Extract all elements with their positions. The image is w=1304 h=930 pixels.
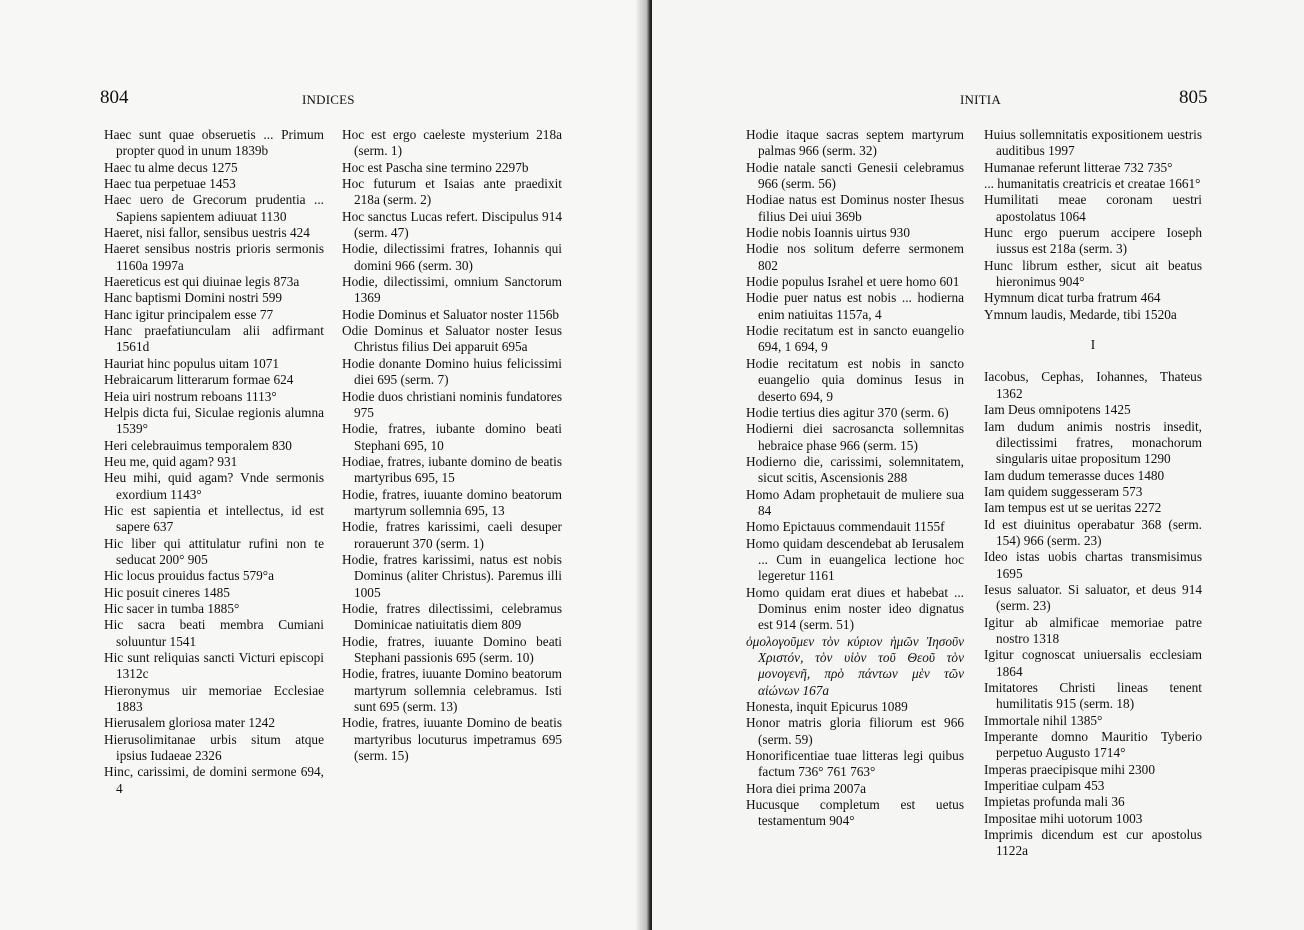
index-entry: Hoc sanctus Lucas refert. Discipulus 914 (serm. 47) [342,208,562,241]
index-entry: Helpis dicta fui, Siculae regionis alumna 1539° [104,404,324,437]
index-entry: Imperante domno Mauritio Tyberio perpetuo Augusto 1714° [984,729,1202,761]
index-entry: Immortale nihil 1385° [984,712,1103,728]
index-column-3 [746,127,964,830]
index-entry: Iam tempus est ut se ueritas 2272 [984,500,1162,516]
index-entry: Hodie nos solitum deferre sermonem 802 [746,241,964,273]
index-entry: Hinc, carissimi, de domini sermone 694, 4 [104,764,324,796]
index-entry: Humanae referunt litterae 732 735° [984,159,1173,175]
index-entry: Igitur cognoscat uniuersalis ecclesiam 1864 [984,647,1202,679]
running-head: INDICES [302,92,355,107]
index-entry: Hebraicarum litterarum formae 624 [104,372,294,388]
index-entry: Ymnum laudis, Medarde, tibi 1520a [984,306,1177,322]
index-entry: Hierusolimitanae urbis situm atque ipsius Iudaeae 2326 [104,731,324,764]
index-entry: ... humanitatis creatricis et creatae 1661° [984,176,1201,192]
index-entry: Iam dudum temerasse duces 1480 [984,467,1165,483]
index-entry: Iesus saluator. Si saluator, et deus 914 (serm. 23) [984,581,1202,614]
index-entry: Hic sacra beati membra Cumiani soluuntur 1541 [104,617,324,649]
index-entry: Odie Dominus et Saluator noster Iesus Christus filius Dei apparuit 695a [342,323,562,355]
index-entry: Igitur ab almificae memoriae patre nostro 1318 [984,614,1202,646]
index-entry: Homo Epictauus commendauit 1155f [746,519,945,535]
index-entry: Hunc librum esther, sicut ait beatus hieronimus 904° [984,257,1202,290]
index-entry: Hodie, dilectissimi fratres, Iohannis qui domini 966 (serm. 30) [342,241,562,273]
index-entry: Hanc igitur principalem esse 77 [104,306,274,322]
index-entry: Hieronymus uir memoriae Ecclesiae 1883 [104,682,324,715]
index-entry: Hierusalem gloriosa mater 1242 [104,715,275,731]
index-entry: Humilitati meae coronam uestri apostolatus 1064 [984,192,1202,224]
index-entry: Hodie recitatum est in sancto euangelio 694, 1 694, 9 [746,323,964,355]
index-entry: Hodie, fratres dilectissimi, celebramus Dominicae natiuitatis diem 809 [342,600,562,633]
index-column-1 [104,127,324,797]
index-entry: Hodie, fratres, iuuante Domino beati Stephani passionis 695 (serm. 10) [342,633,562,665]
index-entry: Haereticus est qui diuinae legis 873a [104,274,300,290]
section-letter: I [1090,337,1096,353]
index-entry: Hic liber qui attitulatur rufini non te seducat 200° 905 [104,535,324,567]
index-entry: Imperas praecipisque mihi 2300 [984,761,1155,777]
index-entry: Hora diei prima 2007a [746,780,867,796]
index-entry: Hodiae natus est Dominus noster Ihesus filius Dei uiui 369b [746,192,964,224]
index-entry: Hodie, dilectissimi, omnium Sanctorum 1369 [342,274,562,306]
index-entry: Hodierni diei sacrosancta sollemnitas hebraice phase 966 (serm. 15) [746,421,964,453]
index-entry: Hic sunt reliquias sancti Victuri episcopi 1312c [104,650,324,682]
index-entry: Hodie puer natus est nobis ... hodierna enim natiuitas 1157a, 4 [746,290,964,322]
index-entry: Id est diuinitus operabatur 368 (serm. 154) 966 (serm. 23) [984,516,1202,548]
index-entry: Hodie Dominus et Saluator noster 1156b [342,306,560,322]
index-entry: Hodie, fratres, iuuante Domino beatorum martyrum sollemnia celebramus. Isti sunt 695 (serm. 13) [342,666,562,715]
index-entry: Hoc futurum et Isaias ante praedixit 218a (serm. 2) [342,176,562,208]
index-entry: Haeret sensibus nostris prioris sermonis 1160a 1997a [104,241,324,273]
index-entry: Heu mihi, quid agam? Vnde sermonis exordium 1143° [104,470,324,502]
index-entry: Homo Adam prophetauit de muliere sua 84 [746,486,964,518]
index-entry: Imperitiae culpam 453 [984,778,1105,794]
index-entry: Hodie donante Domino huius felicissimi diei 695 (serm. 7) [342,355,562,388]
index-entry: Hic est sapientia et intellectus, id est sapere 637 [104,502,324,535]
index-entry: Hodie recitatum est nobis in sancto euangelio quia dominus Iesus in deserto 694, 9 [746,355,964,404]
left-page [0,0,648,930]
index-entry: Impietas profunda mali 36 [984,794,1125,810]
index-column-2 [342,127,562,764]
index-entry: Impositae mihi uotorum 1003 [984,810,1143,826]
index-entry: Homo quidam descendebat ab Ierusalem ... Cum in euangelica lectione hoc legeretur 1161 [746,535,964,584]
index-entry: Haec tua perpetuae 1453 [104,176,236,192]
index-entry: Haec sunt quae obseruetis ... Primum propter quod in unum 1839b [104,127,324,159]
index-entry: Hodie, fratres, iubante domino beati Stephani 695, 10 [342,421,562,453]
index-column-4 [984,127,1202,860]
index-entry: Haeret, nisi fallor, sensibus uestris 424 [104,225,310,241]
right-page [652,0,1304,930]
index-entry: Hodie itaque sacras septem martyrum palmas 966 (serm. 32) [746,127,964,159]
index-entry: Hic sacer in tumba 1885° [104,600,240,616]
index-entry: Hodie tertius dies agitur 370 (serm. 6) [746,404,949,420]
index-entry: Hodie, fratres, iuuante Domino de beatis martyribus locuturus impetramus 695 (serm. 15) [342,715,562,764]
index-entry: Hucusque completum est uetus testamentum 904° [746,797,964,829]
index-entry: Hodierno die, carissimi, solemnitatem, sicut scitis, Ascensionis 288 [746,453,964,486]
index-entry: Haec uero de Grecorum prudentia ... Sapiens sapientem adiuuat 1130 [104,192,324,224]
index-entry: Hodie natale sancti Genesii celebramus 966 (serm. 56) [746,159,964,192]
index-entry: Iam quidem suggesseram 573 [984,483,1143,499]
index-entry: Iam Deus omnipotens 1425 [984,402,1131,418]
index-entry: Hanc baptismi Domini nostri 599 [104,290,283,306]
greek-index-entry: ὁμολογοῦμεν τὸν κύριον ἡμῶν Ἰησοῦν Χριστόν, τὸν υἱὸν τοῦ Θεοῦ τὸν μονογενῆ, πρὸ πάντων μὲν τῶν αἰώνων 167a [746,633,964,698]
index-entry: Heia uiri nostrum reboans 1113° [104,388,277,404]
index-entry: Hic locus prouidus factus 579°a [104,568,275,584]
index-entry: Hymnum dicat turba fratrum 464 [984,290,1161,306]
index-entry: Hoc est Pascha sine termino 2297b [342,159,529,175]
index-entry: Imitatores Christi lineas tenent humilitatis 915 (serm. 18) [984,680,1202,712]
index-entry: Hodie, fratres karissimi, natus est nobis Dominus (aliter Christus). Paremus illi 1005 [342,551,562,600]
index-entry: Hoc est ergo caeleste mysterium 218a (serm. 1) [342,127,562,159]
index-entry: Ideo istas uobis chartas transmisimus 1695 [984,549,1202,581]
index-entry: Honorificentiae tuae litteras legi quibus factum 736° 761 763° [746,748,964,780]
index-entry: Hodie duos christiani nominis fundatores 975 [342,388,562,420]
running-head: INITIA [960,92,1001,107]
index-entry: Honor matris gloria filiorum est 966 (serm. 59) [746,715,964,747]
index-entry: Hodiae, fratres, iubante domino de beatis martyribus 695, 15 [342,453,562,486]
index-entry: Iacobus, Cephas, Iohannes, Thateus 1362 [984,369,1202,401]
page-number: 805 [1179,87,1208,108]
index-entry: Hodie, fratres karissimi, caeli desuper rorauerunt 370 (serm. 1) [342,519,562,551]
index-entry: Hunc ergo puerum accipere Ioseph iussus est 218a (serm. 3) [984,225,1202,257]
index-entry: Hodie, fratres, iuuante domino beatorum martyrum sollemnia 695, 13 [342,486,562,518]
index-entry: Honesta, inquit Epicurus 1089 [746,699,908,715]
index-entry: Haec tu alme decus 1275 [104,159,238,175]
index-entry: Hic posuit cineres 1485 [104,584,230,600]
page-number: 804 [100,87,129,108]
index-entry: Hauriat hinc populus uitam 1071 [104,355,280,371]
index-entry: Iam dudum animis nostris insedit, dilectissimi fratres, monachorum singularis uitae propositum 1290 [984,418,1202,467]
index-entry: Heri celebrauimus temporalem 830 [104,437,292,453]
index-entry: Hodie populus Israhel et uere homo 601 [746,274,960,290]
index-entry: Hanc praefatiunculam alii adfirmant 1561d [104,323,324,355]
index-entry: Homo quidam erat diues et habebat ... Dominus enim noster ideo dignatus est 914 (serm. 51) [746,584,964,633]
index-entry: Imprimis dicendum est cur apostolus 1122a [984,827,1202,859]
index-entry: Huius sollemnitatis expositionem uestris auditibus 1997 [984,127,1202,159]
index-entry: Hodie nobis Ioannis uirtus 930 [746,225,910,241]
index-entry: Heu me, quid agam? 931 [104,453,238,469]
